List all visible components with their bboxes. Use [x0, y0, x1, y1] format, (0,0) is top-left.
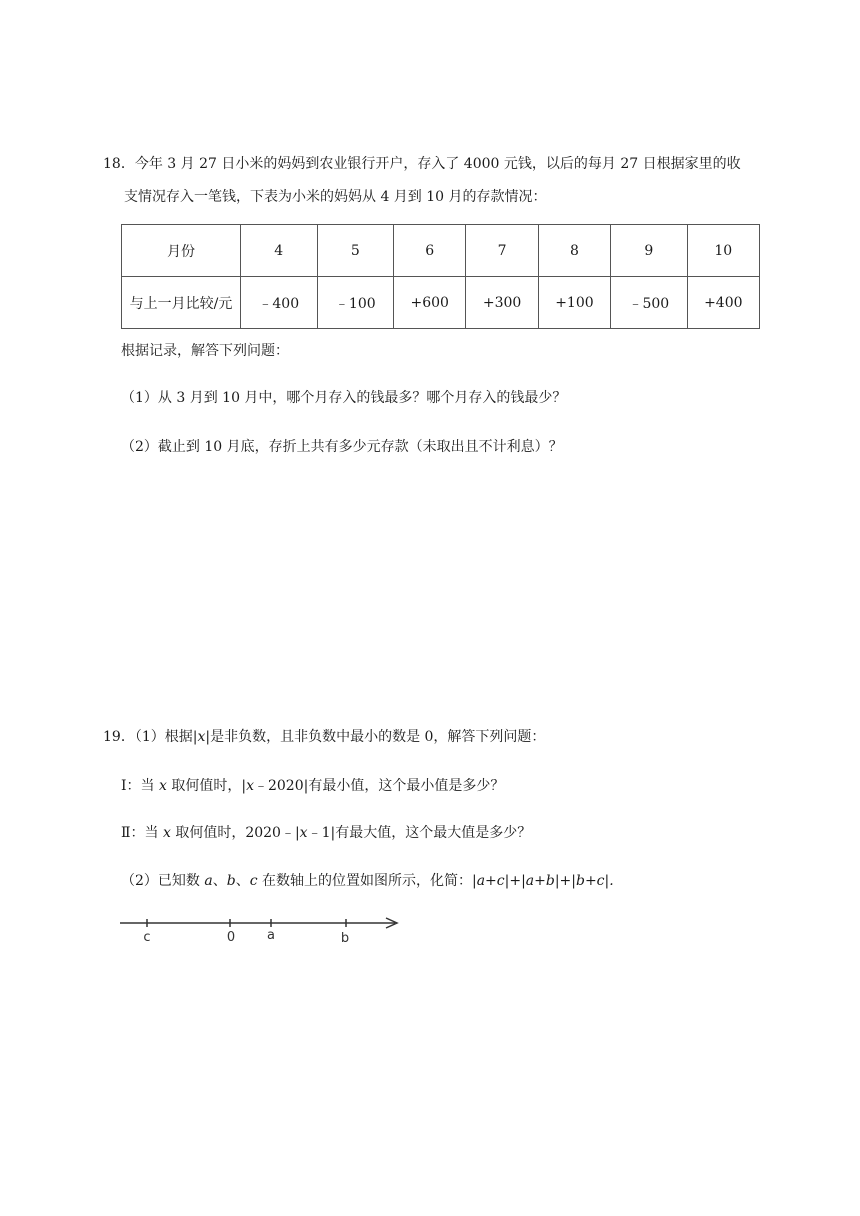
- expression: |a+c|+|a+b|+|b+c|.: [471, 873, 614, 889]
- table-cell: 4: [241, 225, 318, 277]
- table-header-change: 与上一月比较/元: [122, 277, 241, 329]
- table-cell: +400: [687, 277, 759, 329]
- q19-part2: [121, 870, 614, 890]
- q18-line2: 支情况存入一笔钱，下表为小米的妈妈从 4 月到 10 月的存款情况：: [124, 189, 547, 205]
- table-cell: 9: [611, 225, 688, 277]
- table-cell: +100: [538, 277, 610, 329]
- q19-sub1: [121, 775, 504, 795]
- table-cell: 5: [317, 225, 394, 277]
- table-row: [122, 277, 760, 329]
- text-run: 、: [235, 873, 250, 889]
- number-line-figure: [118, 908, 408, 948]
- q19-sub2: [121, 822, 531, 842]
- text-run: 取何值时，2020﹣|: [170, 825, 300, 841]
- text-run: Ⅰ：当: [121, 778, 159, 794]
- table-row: [122, 225, 760, 277]
- table-cell: +300: [466, 277, 538, 329]
- variable-x: x: [158, 778, 167, 794]
- table-header-month: 月份: [122, 225, 241, 277]
- variable-a: a: [204, 873, 213, 889]
- variable-b: b: [226, 873, 236, 889]
- variable-c: c: [249, 873, 258, 889]
- table-cell: 6: [394, 225, 466, 277]
- q19-intro: [103, 726, 545, 746]
- variable-x: x: [197, 729, 206, 745]
- text-run: Ⅱ：当: [121, 825, 163, 841]
- text-run: （2）已知数: [121, 873, 205, 889]
- text-run: ﹣2020|有最小值，这个最小值是多少？: [253, 778, 505, 794]
- table-cell: ﹣400: [241, 277, 318, 329]
- variable-x: x: [299, 825, 308, 841]
- label-a: a: [267, 928, 275, 943]
- table-cell: ﹣500: [611, 277, 688, 329]
- table-cell: ﹣100: [317, 277, 394, 329]
- deposit-table: [121, 224, 760, 329]
- variable-x: x: [246, 778, 254, 794]
- label-0: 0: [226, 930, 236, 945]
- text-run: 取何值时，|: [166, 778, 247, 794]
- q18-prompt: 根据记录，解答下列问题：: [121, 343, 289, 359]
- variable-x: x: [162, 825, 171, 841]
- table-cell: 8: [538, 225, 610, 277]
- label-c: c: [143, 930, 151, 945]
- table-cell: 10: [687, 225, 759, 277]
- q18-part2: （2）截止到 10 月底，存折上共有多少元存款（未取出且不计利息）？: [121, 439, 563, 455]
- text-run: 、: [212, 873, 227, 889]
- text-run: ﹣1|有最大值，这个最大值是多少？: [307, 825, 532, 841]
- label-b: b: [340, 931, 350, 946]
- table-cell: 7: [466, 225, 538, 277]
- q18-part1: （1）从 3 月到 10 月中，哪个月存入的钱最多？哪个月存入的钱最少？: [121, 390, 567, 406]
- table-cell: +600: [394, 277, 466, 329]
- q18-line1: 18．今年 3 月 27 日小米的妈妈到农业银行开户，存入了 4000 元钱，以后的每月 27 日根据家里的收: [103, 156, 741, 172]
- text-run: |是非负数，且非负数中最小的数是 0，解答下列问题：: [205, 729, 546, 745]
- text-run: 19．（1）根据|: [103, 729, 198, 745]
- text-run: 在数轴上的位置如图所示，化简：: [257, 873, 472, 889]
